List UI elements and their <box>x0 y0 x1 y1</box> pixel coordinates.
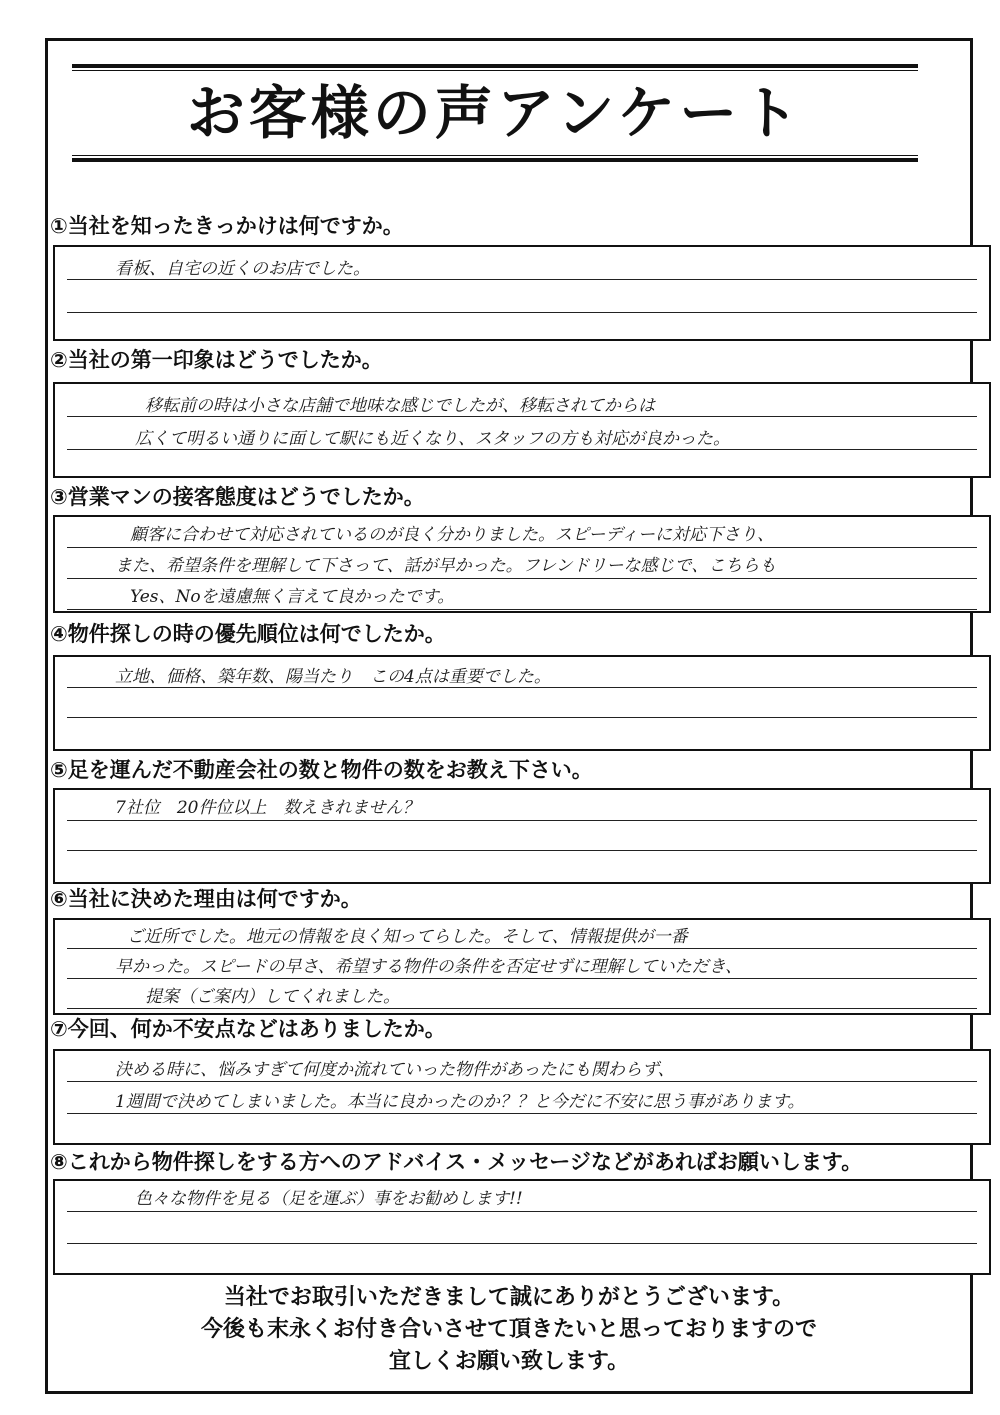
answer-box <box>53 515 991 613</box>
answer-line: 1週間で決めてしまいました。本当に良かったのか？？と今だに不安に思う事があります。 <box>115 1092 805 1112</box>
ruled-line <box>67 578 977 579</box>
answer-line: ご近所でした。地元の情報を良く知ってらした。そして、情報提供が一番 <box>127 927 688 947</box>
question-label: ①当社を知ったきっかけは何ですか。 <box>50 214 404 238</box>
answer-line: 色々な物件を見る（足を運ぶ）事をお勧めします!! <box>135 1189 523 1209</box>
answer-box <box>53 655 991 751</box>
answer-line: 広くて明るい通りに面して駅にも近くなり、スタッフの方も対応が良かった。 <box>135 429 730 449</box>
question-label: ②当社の第一印象はどうでしたか。 <box>50 348 383 372</box>
ruled-line <box>67 1243 977 1244</box>
question-label: ⑦今回、何か不安点などはありましたか。 <box>50 1017 446 1041</box>
footer-thanks-line-1: 当社でお取引いただきまして誠にありがとうございます。 <box>223 1285 795 1310</box>
answer-line: Yes、Noを遠慮無く言えて良かったです。 <box>130 587 455 607</box>
answer-line: 立地、価格、築年数、陽当たり この4点は重要でした。 <box>115 667 551 687</box>
answer-box <box>53 1179 991 1275</box>
answer-line: 移転前の時は小さな店舗で地味な感じでしたが、移転されてからは <box>145 396 655 416</box>
answer-line: また、希望条件を理解して下さって、話が早かった。フレンドリーな感じで、こちらも <box>115 556 777 576</box>
answer-line: 早かった。スピードの早さ、希望する物件の条件を否定せずに理解していただき、 <box>115 957 742 977</box>
answer-line: 提案（ご案内）してくれました。 <box>145 987 400 1007</box>
question-label: ⑥当社に決めた理由は何ですか。 <box>50 887 362 911</box>
question-label: ③営業マンの接客態度はどうでしたか。 <box>50 485 425 509</box>
ruled-line <box>67 547 977 548</box>
question-label: ④物件探しの時の優先順位は何でしたか。 <box>50 622 446 646</box>
footer-thanks-line-3: 宜しくお願い致します。 <box>388 1349 630 1374</box>
answer-line: 決める時に、悩みすぎて何度か流れていった物件があったにも関わらず、 <box>115 1060 675 1080</box>
title-rule-top-thin <box>72 70 918 71</box>
footer-thanks-line-2: 今後も末永くお付き合いさせて頂きたいと思っておりますので <box>200 1317 817 1342</box>
answer-box <box>53 1049 991 1145</box>
answer-box <box>53 245 991 341</box>
question-label: ⑤足を運んだ不動産会社の数と物件の数をお教え下さい。 <box>50 758 593 782</box>
answer-line: 顧客に合わせて対応されているのが良く分かりました。スピーディーに対応下さり、 <box>130 525 774 545</box>
ruled-line <box>67 312 977 313</box>
ruled-line <box>67 1211 977 1212</box>
answer-box <box>53 382 991 478</box>
answer-line: 7社位 20件位以上 数えきれません？ <box>115 798 420 818</box>
title-rule-top <box>72 64 918 68</box>
ruled-line <box>67 820 977 821</box>
ruled-line <box>67 609 977 610</box>
answer-box <box>53 918 991 1015</box>
question-label: ⑧これから物件探しをする方へのアドバイス・メッセージなどがあればお願いします。 <box>50 1150 863 1174</box>
answer-line: 看板、自宅の近くのお店でした。 <box>115 259 370 279</box>
ruled-line <box>67 717 977 718</box>
title-rule-bottom-thin <box>72 155 918 156</box>
answer-box <box>53 788 991 884</box>
page-title: お客様の声アンケート <box>186 79 804 147</box>
title-rule-bottom <box>72 158 918 162</box>
ruled-line <box>67 850 977 851</box>
